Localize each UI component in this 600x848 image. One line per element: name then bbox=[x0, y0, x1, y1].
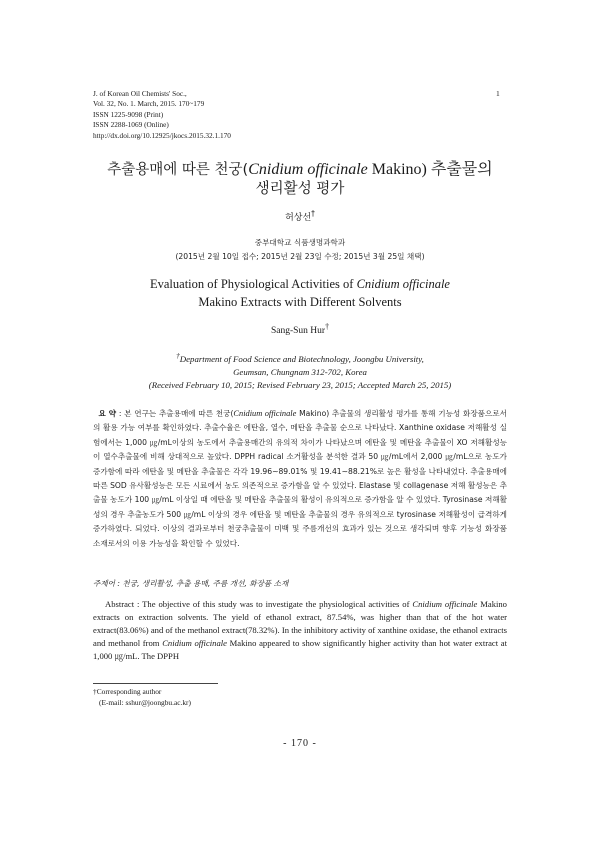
author-ko-mark: † bbox=[311, 209, 315, 218]
title-korean bbox=[60, 160, 540, 199]
title-en-species: Cnidium officinale bbox=[356, 277, 450, 291]
page-number-top: 1 bbox=[496, 89, 500, 98]
abstract-en-label: Abstract bbox=[105, 599, 135, 609]
journal-name: J. of Korean Oil Chemists' Soc., bbox=[93, 89, 187, 98]
footnote-email: (E-mail: sshur@joongbu.ac.kr) bbox=[99, 697, 191, 707]
affil-en-line1: Department of Food Science and Biotechnology, Joongbu University, bbox=[179, 353, 424, 364]
title-english bbox=[60, 276, 540, 311]
page-number-bottom: - 170 - bbox=[283, 738, 317, 749]
abstract-korean bbox=[93, 407, 507, 551]
affil-en-line3: (Received February 10, 2015; Revised February 23, 2015; Accepted March 25, 2015) bbox=[148, 379, 452, 390]
abstract-en-species-2: Cnidium officinale bbox=[162, 638, 227, 649]
keywords-korean: 주제어 : 천궁, 생리활성, 추출 용매, 주름 개선, 화장품 소재 bbox=[93, 579, 289, 588]
journal-header bbox=[93, 89, 231, 141]
title-en-line2: Makino Extracts with Different Solvents bbox=[198, 294, 402, 309]
abstract-ko-species: Cnidium officinale bbox=[233, 409, 297, 418]
author-english bbox=[0, 322, 600, 336]
affil-en-mark: † bbox=[176, 351, 180, 360]
affil-en-line2: Geumsan, Chungnam 312-702, Korea bbox=[233, 366, 367, 377]
issn-online: ISSN 2288-1069 (Online) bbox=[93, 120, 169, 130]
title-ko-species: Cnidium officinale bbox=[248, 161, 368, 178]
footnote-corresponding: †Corresponding author bbox=[93, 687, 162, 696]
author-korean bbox=[0, 209, 600, 223]
author-en-name: Sang-Sun Hur bbox=[270, 326, 326, 337]
abstract-en-text-a: The objective of this study was to investigate the physiological activities of bbox=[142, 599, 413, 609]
author-en-mark: † bbox=[325, 322, 330, 331]
affiliation-korean: 중부대학교 식품생명과학과 bbox=[254, 238, 346, 247]
author-ko-name: 허상선 bbox=[285, 213, 312, 223]
footnote-divider bbox=[93, 683, 218, 684]
journal-volume: Vol. 32, No. 1. March, 2015. 170~179 bbox=[93, 99, 205, 109]
issn-print: ISSN 1225-9098 (Print) bbox=[93, 109, 164, 119]
abstract-en-species-1: Cnidium officinale bbox=[412, 599, 478, 609]
abstract-ko-sep: : bbox=[116, 409, 125, 418]
title-ko-line2: 생리활성 평가 bbox=[255, 181, 345, 197]
affiliation-english bbox=[0, 349, 600, 392]
abstract-ko-label: 요 약 bbox=[98, 409, 117, 418]
doi-link[interactable]: http://dx.doi.org/10.12925/jkocs.2015.32.1.170 bbox=[93, 130, 231, 140]
abstract-en-text-b: Makino extracts on extraction solvents. The yield of ethanol extract, 87.54%, was higher than that of the hot water extract(83.06%) and of the methanol extract(78.32%). In the inhibitory activity of xanthine oxidase, the ethanol extracts and methanol from bbox=[93, 599, 507, 649]
footnote bbox=[93, 687, 191, 708]
dates-korean: (2015년 2월 10일 접수; 2015년 2월 23일 수정; 2015년 3월 25일 채택) bbox=[175, 252, 425, 261]
title-ko-part2: Makino) 추출물의 bbox=[367, 161, 493, 178]
abstract-ko-text-a: 본 연구는 추출용매에 따른 천궁( bbox=[124, 409, 234, 418]
abstract-ko-text-b: Makino) 추출물의 생리활성 평가를 통해 기능성 화장품으로서의 활용 가능 여부를 확인하였다. 추출수율은 에탄올, 열수, 메탄올 추출물 순으로 나타났다. Xanthine oxidase 저해활성 실험에서는 1,000 ㎍/mL이상의 농도에서 추출용매간의 유의적 차이가 나타났으며 에탄올 및 메탄올 추출물이 XO 저해활성능이 열수추출물에 비해 상대적으로 높았다. DPPH radical 소거활성을 분석한 결과 50 ㎍/mL에서 2,000 ㎍/mL으로 농도가 증가함에 따라 에탄올 및 메탄올 추출물은 각각 19.96~89.01% 및 19.41~88.21%로 높은 활성을 나타내었다. 추출용매에 따른 SOD 유사활성능은 모든 시료에서 농도 의존적으로 증가함을 알 수 있었다. Elastase 및 collagenase 저해 활성능은 추출물 농도가 100 ㎍/mL 이상일 때 에탄올 및 메탄올 추출물의 활성이 유의적으로 증가함을 알 수 있었다. Tyrosinase 저해활성의 경우 추출농도가 500 ㎍/mL 이상의 경우 에탄올 및 메탄올 추출물의 경우 유의적으로 tyrosinase 저해활성이 급격하게 증가하였다. 되었다. 이상의 결과로부터 천궁추출물이 미백 및 주름개선의 효과가 있는 것으로 생각되며 향후 기능성 화장품 소재로서의 이용 가능성을 확인할 수 있었다. bbox=[93, 409, 507, 548]
abstract-english bbox=[93, 598, 507, 663]
title-ko-part1: 추출용매에 따른 천궁( bbox=[107, 162, 249, 178]
title-en-part1: Evaluation of Physiological Activities of bbox=[150, 277, 357, 291]
abstract-en-text-c: Makino appeared to show significantly higher activity than hot water extract at 1,000 ㎍/mL. The DPPH bbox=[93, 638, 507, 662]
abstract-en-sep: : bbox=[134, 599, 143, 609]
